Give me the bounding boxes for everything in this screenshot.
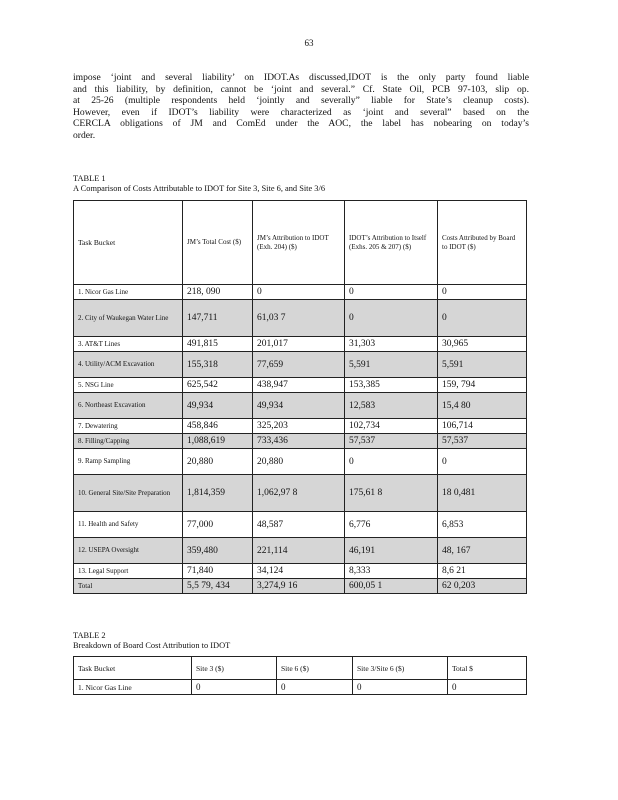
table1-header-row	[74, 201, 527, 285]
table1-label: TABLE 1	[73, 174, 106, 183]
cost-cell: 46,191	[345, 538, 438, 564]
table2-header-row	[74, 657, 527, 680]
table-row	[74, 579, 527, 594]
cost-cell: 625,542	[183, 378, 253, 393]
table-row	[74, 378, 527, 393]
task-bucket-cell: 1. Nicor Gas Line	[74, 285, 183, 300]
table1-title: A Comparison of Costs Attributable to IDOT for Site 3, Site 6, and Site 3/6	[73, 184, 326, 193]
table2-header-cell: Site 3/Site 6 ($)	[353, 657, 448, 680]
cost-cell: 0	[277, 680, 353, 695]
cost-cell: 0	[448, 680, 527, 695]
table-row	[74, 393, 527, 419]
task-bucket-cell: 12. USEPA Oversight	[74, 538, 183, 564]
cost-cell: 57,537	[438, 434, 527, 449]
paragraph-line: and this liability, by definition, cannot be ‘joint and several.” Cf. State Oil, PCB 97-103, slip op.	[73, 83, 529, 95]
task-bucket-cell: 7. Dewatering	[74, 419, 183, 434]
table2-label: TABLE 2	[73, 631, 106, 640]
cost-cell: 106,714	[438, 419, 527, 434]
cost-cell: 0	[438, 300, 527, 337]
task-bucket-cell: 9. Ramp Sampling	[74, 449, 183, 475]
cost-cell: 159, 794	[438, 378, 527, 393]
table2-title: Breakdown of Board Cost Attribution to IDOT	[73, 641, 231, 650]
cost-cell: 491,815	[183, 337, 253, 352]
cost-cell: 20,880	[183, 449, 253, 475]
cost-cell: 218, 090	[183, 285, 253, 300]
paragraph-line: order.	[73, 129, 96, 141]
cost-cell: 8,333	[345, 564, 438, 579]
table-row	[74, 475, 527, 512]
table-row	[74, 512, 527, 538]
cost-cell: 30,965	[438, 337, 527, 352]
table-row	[74, 337, 527, 352]
body-paragraph	[73, 72, 529, 142]
table2-caption	[73, 631, 230, 651]
table2-header-cell: Total $	[448, 657, 527, 680]
task-bucket-cell: 2. City of Waukegan Water Line	[74, 300, 183, 337]
paragraph-line: impose ‘joint and several liability’ on IDOT.As discussed,IDOT is the only party found liable	[73, 72, 529, 83]
cost-comparison-table	[73, 200, 527, 594]
cost-cell: 325,203	[253, 419, 345, 434]
cost-cell: 5,591	[345, 352, 438, 378]
cost-cell: 8,6 21	[438, 564, 527, 579]
paragraph-line: However, even if IDOT’s liability were characterized as ‘joint and several” based on the	[73, 106, 529, 118]
cost-cell: 0	[253, 285, 345, 300]
table1-header-cell: Task Bucket	[74, 201, 183, 285]
cost-cell: 153,385	[345, 378, 438, 393]
cost-cell: 733,436	[253, 434, 345, 449]
table2-header-cell: Site 3 ($)	[192, 657, 277, 680]
cost-cell: 0	[438, 449, 527, 475]
cost-cell: 201,017	[253, 337, 345, 352]
cost-cell: 0	[345, 449, 438, 475]
task-bucket-cell: Total	[74, 579, 183, 594]
table-row	[74, 680, 527, 695]
cost-cell: 48, 167	[438, 538, 527, 564]
cost-cell: 77,000	[183, 512, 253, 538]
table1-header-cell: IDOT’s Attribution to Itself (Exhs. 205 & 207) ($)	[345, 201, 438, 285]
cost-cell: 31,303	[345, 337, 438, 352]
cost-cell: 221,114	[253, 538, 345, 564]
paragraph-line: at 25-26 (multiple respondents held ‘jointly and severally” liable for State’s cleanup costs).	[73, 95, 529, 107]
paragraph-line: CERCLA obligations of JM and ComEd under the AOC, the label has nobearing on today’s	[73, 118, 529, 130]
cost-cell: 49,934	[183, 393, 253, 419]
cost-cell: 18 0,481	[438, 475, 527, 512]
cost-cell: 102,734	[345, 419, 438, 434]
task-bucket-cell: 13. Legal Support	[74, 564, 183, 579]
cost-cell: 3,274,9 16	[253, 579, 345, 594]
table1-header-cell: JM’s Total Cost ($)	[183, 201, 253, 285]
cost-cell: 0	[345, 300, 438, 337]
cost-cell: 12,583	[345, 393, 438, 419]
table-row	[74, 300, 527, 337]
table-row	[74, 419, 527, 434]
cost-cell: 6,776	[345, 512, 438, 538]
task-bucket-cell: 4. Utility/ACM Excavation	[74, 352, 183, 378]
task-bucket-cell: 1. Nicor Gas Line	[74, 680, 192, 695]
cost-cell: 1,088,619	[183, 434, 253, 449]
cost-cell: 34,124	[253, 564, 345, 579]
cost-cell: 62 0,203	[438, 579, 527, 594]
table1-header-cell: Costs Attributed by Board to IDOT ($)	[438, 201, 527, 285]
cost-cell: 49,934	[253, 393, 345, 419]
cost-cell: 438,947	[253, 378, 345, 393]
cost-cell: 57,537	[345, 434, 438, 449]
cost-cell: 1,814,359	[183, 475, 253, 512]
task-bucket-cell: 8. Filling/Capping	[74, 434, 183, 449]
cost-cell: 61,03 7	[253, 300, 345, 337]
cost-cell: 175,61 8	[345, 475, 438, 512]
page-number: 63	[304, 38, 314, 48]
cost-cell: 6,853	[438, 512, 527, 538]
cost-cell: 359,480	[183, 538, 253, 564]
task-bucket-cell: 3. AT&T Lines	[74, 337, 183, 352]
table-row	[74, 449, 527, 475]
cost-cell: 15,4 80	[438, 393, 527, 419]
table-row	[74, 538, 527, 564]
cost-breakdown-table	[73, 656, 527, 695]
cost-cell: 5,5 79, 434	[183, 579, 253, 594]
table1-caption	[73, 174, 325, 194]
cost-cell: 5,591	[438, 352, 527, 378]
cost-cell: 20,880	[253, 449, 345, 475]
task-bucket-cell: 5. NSG Line	[74, 378, 183, 393]
cost-cell: 147,711	[183, 300, 253, 337]
table-row	[74, 434, 527, 449]
task-bucket-cell: 6. Northeast Excavation	[74, 393, 183, 419]
cost-cell: 1,062,97 8	[253, 475, 345, 512]
task-bucket-cell: 11. Health and Safety	[74, 512, 183, 538]
table-row	[74, 285, 527, 300]
cost-cell: 0	[192, 680, 277, 695]
cost-cell: 77,659	[253, 352, 345, 378]
cost-cell: 155,318	[183, 352, 253, 378]
cost-cell: 0	[345, 285, 438, 300]
table2-header-cell: Site 6 ($)	[277, 657, 353, 680]
table2-header-cell: Task Bucket	[74, 657, 192, 680]
table1-header-cell: JM’s Attribution to IDOT (Exh. 204) ($)	[253, 201, 345, 285]
table-row	[74, 352, 527, 378]
task-bucket-cell: 10. General Site/Site Preparation	[74, 475, 183, 512]
cost-cell: 600,05 1	[345, 579, 438, 594]
cost-cell: 48,587	[253, 512, 345, 538]
cost-cell: 71,840	[183, 564, 253, 579]
table-row	[74, 564, 527, 579]
cost-cell: 0	[353, 680, 448, 695]
cost-cell: 458,846	[183, 419, 253, 434]
cost-cell: 0	[438, 285, 527, 300]
